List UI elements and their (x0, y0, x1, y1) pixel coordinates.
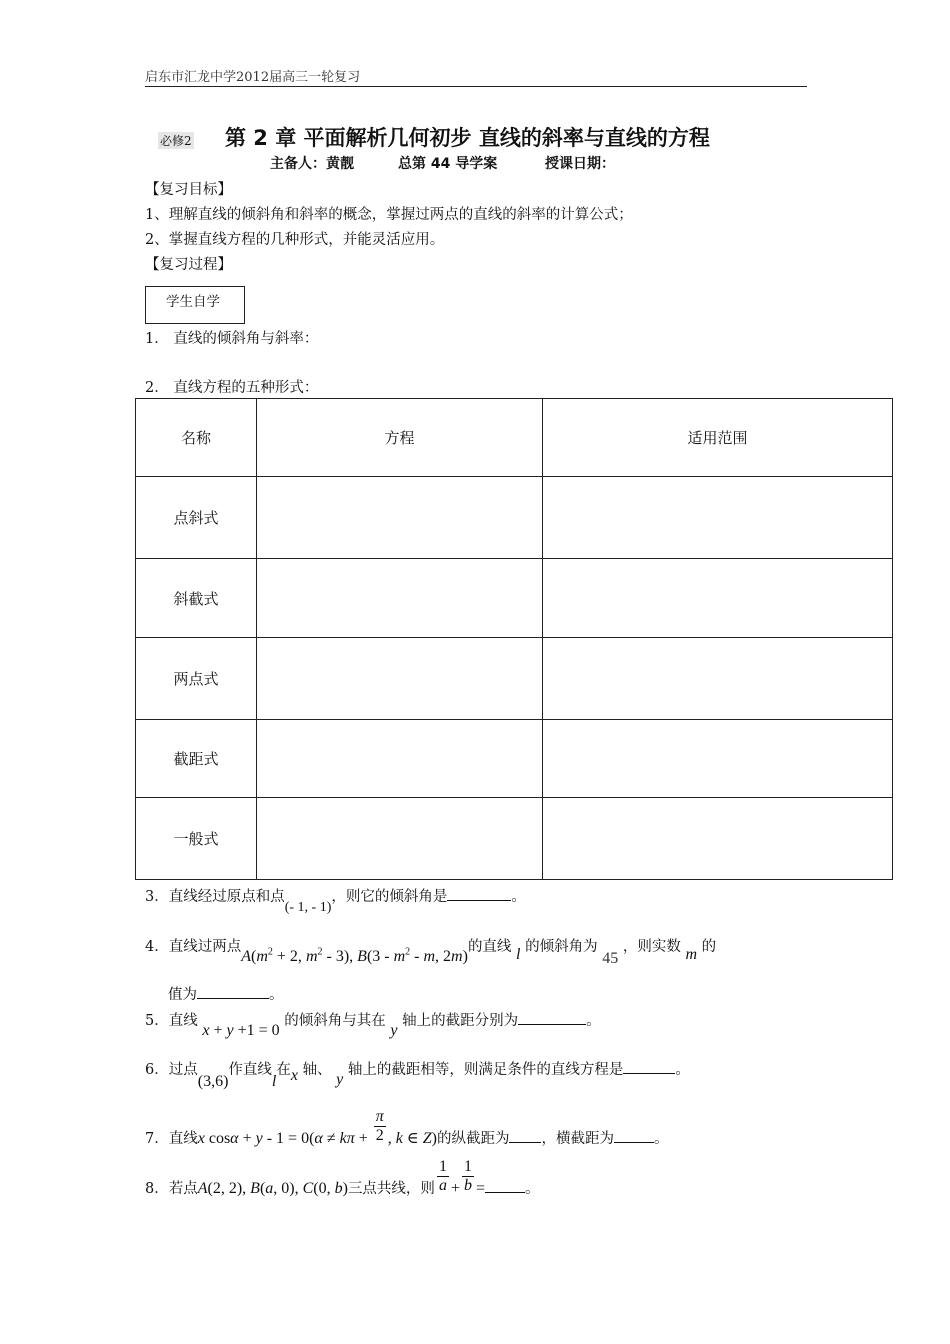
table-row (136, 638, 893, 720)
plan-number: 总第 44 导学案 (398, 156, 498, 172)
equation-cell[interactable] (257, 638, 543, 720)
range-cell[interactable] (543, 477, 893, 559)
point-math: (- 1, - 1) (284, 900, 332, 915)
line-eq-math: x + y +1 = 0 (202, 1022, 280, 1039)
answer-blank[interactable] (509, 1128, 541, 1143)
equation-cell[interactable] (257, 720, 543, 798)
answer-blank[interactable] (447, 886, 511, 901)
range-cell[interactable] (543, 559, 893, 638)
self-study-label: 学生自学 (166, 294, 220, 310)
header-school: 启东市汇龙中学2012届高三一轮复习 (145, 70, 361, 85)
form-name: 一般式 (136, 798, 257, 880)
table-row (136, 559, 893, 638)
two-points-math: $A(m^2 + 2$, $m^2 - 3$), $B(3 - m^2$ - m, 2m) (241, 946, 468, 965)
form-name: 两点式 (136, 638, 257, 720)
equation-cell[interactable] (257, 798, 543, 880)
range-cell[interactable] (543, 638, 893, 720)
line-l: l (271, 1073, 277, 1090)
table-row (136, 798, 893, 880)
answer-blank[interactable] (614, 1128, 654, 1143)
page-title: 第 2 章 平面解析几何初步 直线的斜率与直线的方程 (225, 126, 710, 150)
line-forms-table (135, 398, 893, 880)
answer-blank[interactable] (485, 1178, 525, 1193)
equation-cell[interactable] (257, 477, 543, 559)
range-cell[interactable] (543, 798, 893, 880)
module-tag: 必修2 (160, 134, 192, 148)
goals-heading: 【复习目标】 (145, 182, 232, 198)
goal-item-2: 2、掌握直线方程的几种形式，并能灵活应用。 (145, 232, 445, 248)
answer-blank[interactable] (197, 984, 269, 999)
one-over-b: $\frac{1}{b}$ (463, 1158, 472, 1194)
problem-5: 5．直线 x + y +1 = 0 的倾斜角与其在 y 轴上的截距分别为 。 (145, 1009, 601, 1030)
table-header-equation: 方程 (257, 399, 543, 477)
process-heading: 【复习过程】 (145, 257, 232, 273)
problem-3: 3．直线经过原点和点(- 1, - 1)，则它的倾斜角是 。 (145, 885, 526, 906)
form-name: 截距式 (136, 720, 257, 798)
answer-blank[interactable] (518, 1010, 586, 1025)
lesson-date: 授课日期： (545, 156, 615, 172)
var-x: x (290, 1067, 298, 1084)
goal-item-1: 1、理解直线的倾斜角和斜率的概念，掌握过两点的直线的斜率的计算公式； (145, 207, 633, 223)
angle-value: 45 (602, 950, 619, 967)
problem-8: 8．若点A(2, 2), B(a, 0), C(0, b)三点共线，则 $\frac{1}{a}$ + $\frac{1}{b}$ = 。 (145, 1158, 540, 1197)
table-header-name: 名称 (136, 399, 257, 477)
answer-blank[interactable] (623, 1059, 675, 1074)
equation-cell[interactable] (257, 559, 543, 638)
point-math: (3,6) (197, 1073, 229, 1090)
self-study-box (145, 286, 245, 324)
pi-over-2: $\frac{\pi}{2}$ (375, 1108, 384, 1144)
problem-6: 6．过点(3,6)作直线l在x 轴、 y 轴上的截距相等，则满足条件的直线方程是 。 (145, 1058, 690, 1079)
line-l: l (516, 946, 521, 963)
form-name: 点斜式 (136, 477, 257, 559)
question-2: 2． 直线方程的五种形式： (145, 380, 319, 396)
problem-4-cont: 值为 。 (168, 983, 284, 1004)
question-1: 1． 直线的倾斜角与斜率： (145, 331, 319, 347)
author: 主备人：黄靓 (270, 156, 354, 172)
points-math: A(2, 2), B(a, 0), C(0, b) (197, 1179, 348, 1197)
one-over-a: $\frac{1}{a}$ (438, 1158, 447, 1194)
table-header-range: 适用范围 (543, 399, 893, 477)
problem-7: 7．直线x cosα + y - 1 = 0(α ≠ kπ + $\frac{\pi}{2}$ , k ∈ Z)的纵截距为 ，横截距为 。 (145, 1108, 669, 1147)
form-name: 斜截式 (136, 559, 257, 638)
problem-4: 4．直线过两点$A(m^2 + 2$, $m^2 - 3$), $B(3 - m^2$ - m, 2m)的直线 l 的倾斜角为 45 ，则实数 m 的 (145, 939, 717, 967)
header-rule (145, 86, 807, 87)
table-row (136, 720, 893, 798)
var-y: y (336, 1071, 344, 1088)
var-m: m (685, 946, 697, 963)
range-cell[interactable] (543, 720, 893, 798)
table-row (136, 477, 893, 559)
var-y: y (390, 1022, 398, 1039)
line-eq-math: x cosα + y - 1 = 0(α ≠ kπ + (197, 1129, 372, 1147)
